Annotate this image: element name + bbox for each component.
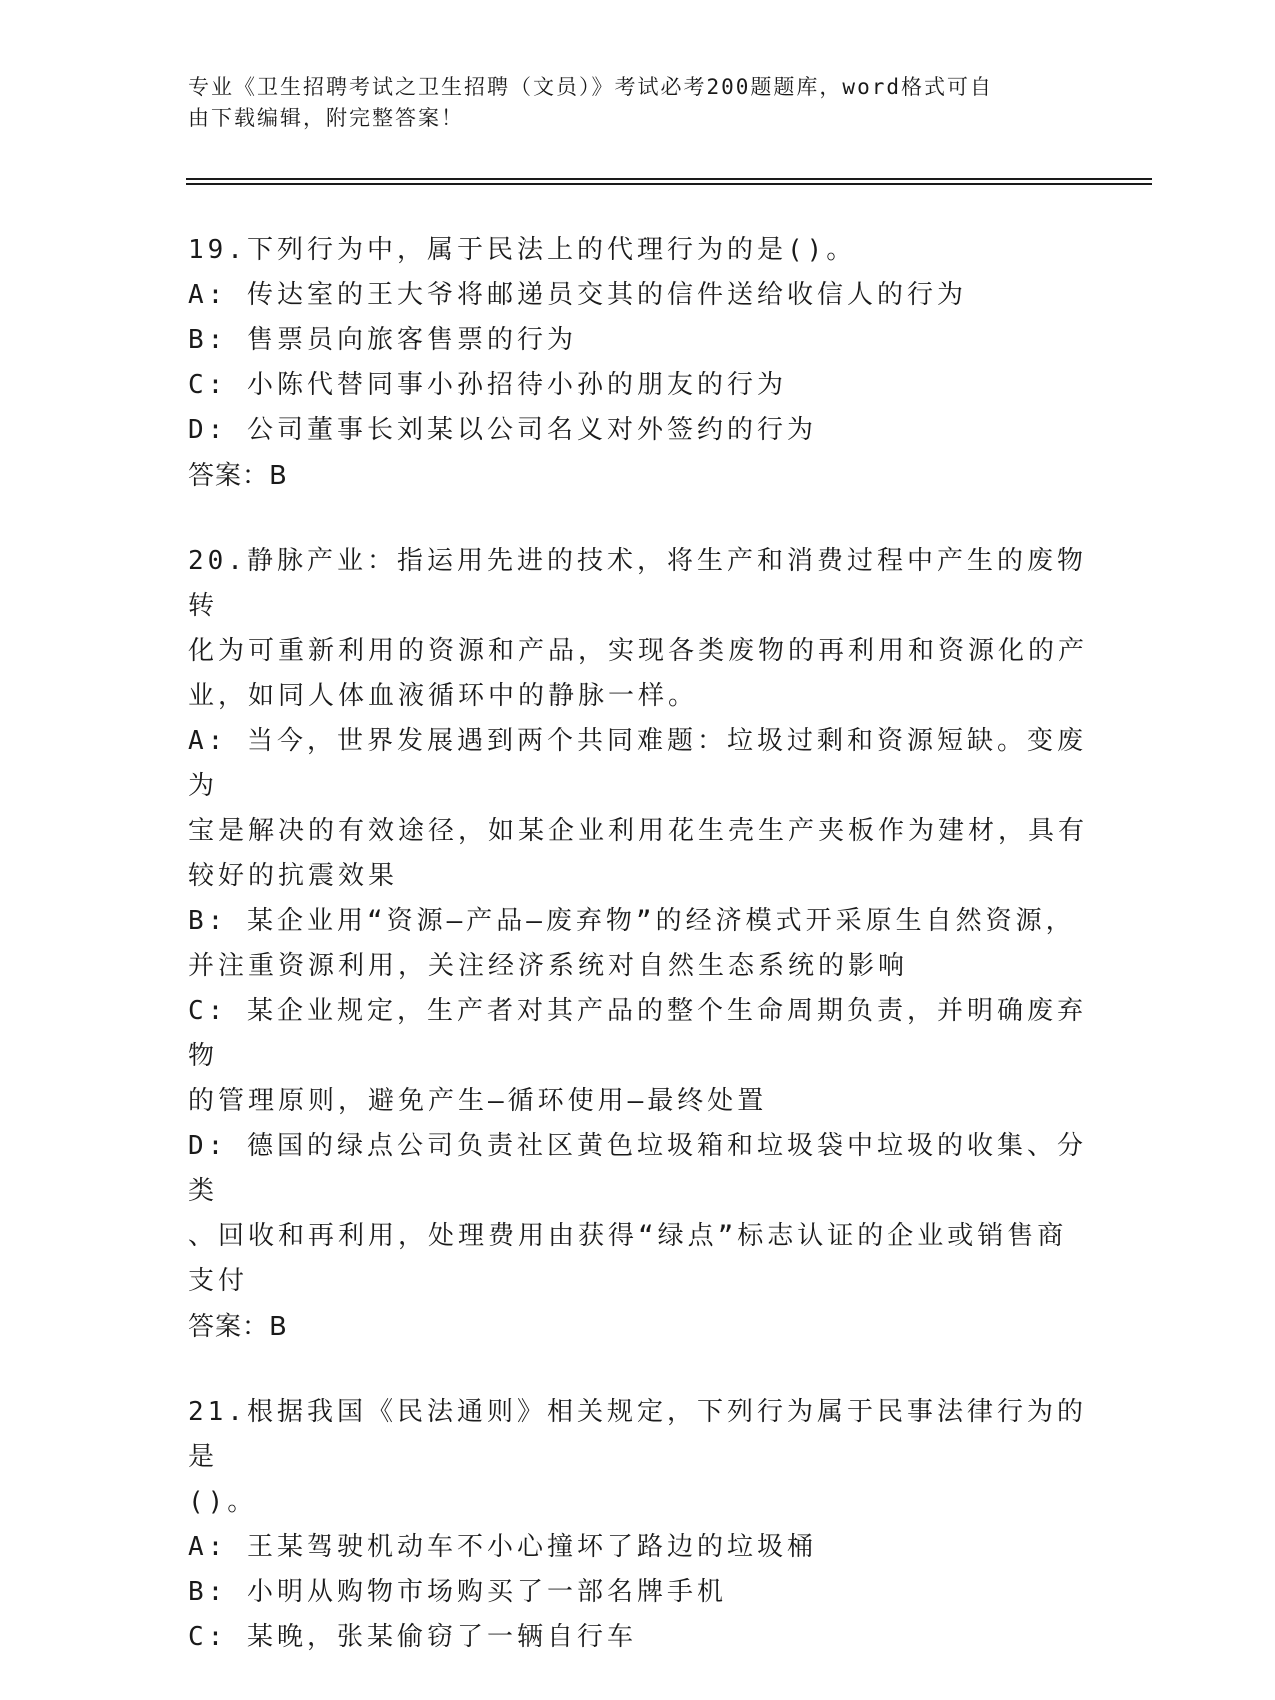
option-d-cont: 支付 — [188, 1266, 249, 1296]
option-a: A: 当今，世界发展遇到两个共同难题：垃圾过剩和资源短缺。变废为 — [188, 726, 1087, 801]
option-a-cont: 宝是解决的有效途径，如某企业利用花生壳生产夹板作为建材，具有 — [188, 816, 1089, 846]
document-header — [188, 72, 1088, 134]
header-line-1: 专业《卫生招聘考试之卫生招聘（文员）》考试必考200题题库，word格式可自 — [188, 75, 993, 99]
header-divider-top — [186, 178, 1152, 180]
question-list — [188, 228, 1088, 1700]
answer-label: 答案：B — [188, 1312, 288, 1342]
question-stem-line: 业，如同人体血液循环中的静脉一样。 — [188, 681, 699, 711]
answer-label: 答案：B — [188, 461, 288, 491]
question-stem-line: 21.根据我国《民法通则》相关规定，下列行为属于民事法律行为的是 — [188, 1397, 1087, 1472]
option-c: C: 某企业规定，生产者对其产品的整个生命周期负责，并明确废弃物 — [188, 996, 1087, 1071]
question-stem-line: 20.静脉产业：指运用先进的技术，将生产和消费过程中产生的废物转 — [188, 546, 1087, 621]
option-d: D: 公司董事长刘某以公司名义对外签约的行为 — [188, 415, 817, 445]
option-c-cont: 的管理原则，避免产生—循环使用—最终处置 — [188, 1086, 768, 1116]
question-stem-line: 化为可重新利用的资源和产品，实现各类废物的再利用和资源化的产 — [188, 636, 1089, 666]
option-a: A: 传达室的王大爷将邮递员交其的信件送给收信人的行为 — [188, 280, 967, 310]
option-b: B: 某企业用“资源—产品—废弃物”的经济模式开采原生自然资源， — [188, 906, 1076, 936]
header-line-2: 由下载编辑，附完整答案！ — [188, 106, 464, 130]
option-b: B: 小明从购物市场购买了一部名牌手机 — [188, 1577, 727, 1607]
option-a-cont: 较好的抗震效果 — [188, 861, 399, 891]
question-stem-line: ()。 — [188, 1487, 258, 1517]
option-b: B: 售票员向旅客售票的行为 — [188, 325, 577, 355]
option-d: D: 德国的绿点公司负责社区黄色垃圾箱和垃圾袋中垃圾的收集、分类 — [188, 1131, 1087, 1206]
question-20 — [188, 539, 1088, 1350]
option-c: C: 某晚，张某偷窃了一辆自行车 — [188, 1622, 637, 1652]
option-a: A: 王某驾驶机动车不小心撞坏了路边的垃圾桶 — [188, 1532, 817, 1562]
question-19 — [188, 228, 1088, 499]
question-stem: 19.下列行为中，属于民法上的代理行为的是()。 — [188, 235, 857, 265]
header-divider-bottom — [186, 183, 1152, 185]
option-c: C: 小陈代替同事小孙招待小孙的朋友的行为 — [188, 370, 787, 400]
option-b-cont: 并注重资源利用，关注经济系统对自然生态系统的影响 — [188, 951, 909, 981]
option-d-cont: 、回收和再利用，处理费用由获得“绿点”标志认证的企业或销售商 — [188, 1221, 1068, 1251]
question-21 — [188, 1390, 1088, 1660]
